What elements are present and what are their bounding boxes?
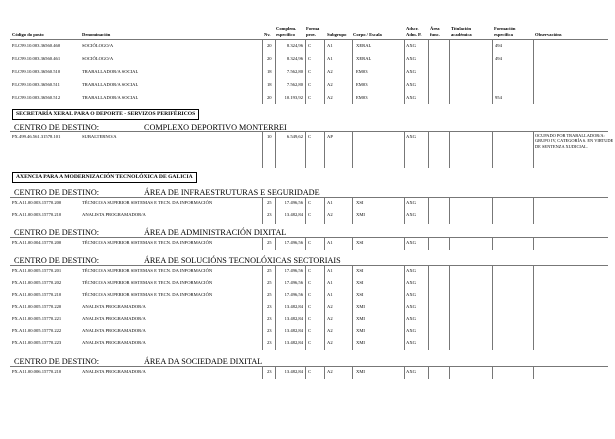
row-forma: C <box>308 292 312 297</box>
row-code: P.LC99.10.003.36560.460 <box>12 43 61 48</box>
column-rule <box>449 132 450 168</box>
row-sub: A2 <box>327 369 333 374</box>
row-code: PX.A11.00.003.15770.210 <box>12 212 62 217</box>
row-comp: 6.549,62 <box>286 134 303 139</box>
column-rule <box>449 367 450 379</box>
row-adscr: AXG <box>406 340 416 345</box>
col-formacion-b: específica <box>494 32 513 37</box>
column-rule <box>262 238 263 250</box>
row-comp: 17.496,56 <box>284 292 303 297</box>
column-rule <box>262 367 263 379</box>
row-name: TÉCNICO/A SUPERIOR SISTEMAS E TECN. DA INFORMACIÓN <box>82 280 213 285</box>
row-nv: 25 <box>267 280 272 285</box>
column-rule <box>428 132 429 168</box>
column-rule <box>533 198 534 224</box>
row-nv: 23 <box>267 328 272 333</box>
section-divider <box>10 197 608 198</box>
row-name: TRABALLADOR/A SOCIAL <box>82 69 139 74</box>
row-forma: C <box>308 56 312 61</box>
row-code: PX.A11.00.005.15770.220 <box>12 304 62 309</box>
row-name: TÉCNICO/A SUPERIOR SISTEMAS E TECN. DA INFORMACIÓN <box>82 200 213 205</box>
row-corpo: XMI <box>356 316 365 321</box>
row-nv: 20 <box>267 43 272 48</box>
col-titulacion-a: Titulación <box>451 26 472 31</box>
row-code: PX.A11.00.005.15770.222 <box>12 328 62 333</box>
column-rule <box>449 266 450 350</box>
row-code: PX.499.46.561.31578.101 <box>12 134 61 139</box>
column-rule <box>404 238 405 250</box>
row-adscr: AXG <box>406 369 416 374</box>
row-sub: A2 <box>327 340 333 345</box>
row-comp: 10.193,92 <box>284 95 303 100</box>
row-sub: A1 <box>327 292 333 297</box>
row-comp: 17.496,56 <box>284 268 303 273</box>
col-complemento-a: Complem. <box>276 26 297 31</box>
row-code: PX.A11.00.005.15770.221 <box>12 316 62 321</box>
centro-label: CENTRO DE DESTINO: <box>14 188 100 197</box>
centro-label: CENTRO DE DESTINO: <box>14 357 100 366</box>
row-nv: 25 <box>267 200 272 205</box>
row-code: PX.A11.00.005.15770.201 <box>12 268 62 273</box>
section-divider <box>10 131 608 132</box>
row-forma: C <box>308 200 312 205</box>
row-comp: 17.496,56 <box>284 240 303 245</box>
row-name: ANALISTA PROGRAMADOR/A <box>82 316 146 321</box>
col-formacion-a: Formación <box>494 26 516 31</box>
section-box-secretaria: SECRETARÍA XERAL PARA O DEPORTE - SERVIZOS PERIFÉRICOS <box>12 109 199 120</box>
row-sub: A1 <box>327 280 333 285</box>
row-forma: C <box>308 43 312 48</box>
row-name: TRABALLADOR/A SOCIAL <box>82 82 139 87</box>
column-rule <box>324 132 325 168</box>
row-nv: 23 <box>267 340 272 345</box>
column-rule <box>492 238 493 250</box>
row-adscr: AXG <box>406 200 416 205</box>
row-code: PX.A11.00.003.15770.200 <box>12 200 62 205</box>
column-rule <box>404 132 405 168</box>
row-corpo: XMI <box>356 212 365 217</box>
row-sub: A1 <box>327 43 333 48</box>
column-rule <box>305 367 306 379</box>
col-codigo: Código do posto <box>12 32 44 37</box>
row-name: ANALISTA PROGRAMADOR/A <box>82 212 146 217</box>
row-comp: 13.482,84 <box>284 212 303 217</box>
row-nv: 18 <box>267 82 272 87</box>
column-rule <box>404 367 405 379</box>
column-rule <box>428 40 429 104</box>
column-rule <box>404 198 405 224</box>
centro-label: CENTRO DE DESTINO: <box>14 228 100 237</box>
row-nv: 25 <box>267 240 272 245</box>
column-rule <box>533 266 534 350</box>
row-sub: A2 <box>327 316 333 321</box>
row-corpo: XERAL <box>356 56 372 61</box>
row-code: P.LC99.10.003.36560.511 <box>12 82 60 87</box>
row-sub: A2 <box>327 212 333 217</box>
row-comp: 17.496,56 <box>284 280 303 285</box>
row-code: PX.A11.00.005.15770.202 <box>12 280 62 285</box>
centro-name-administracion: ÁREA DE ADMINISTRACIÓN DIXITAL <box>144 228 287 237</box>
row-code: P.LC99.10.003.36560.510 <box>12 69 61 74</box>
column-rule <box>449 238 450 250</box>
row-forma: C <box>308 316 312 321</box>
row-name: SOCIÓLOGO/A <box>82 56 114 61</box>
column-rule <box>492 367 493 379</box>
column-rule <box>533 238 534 250</box>
row-sub: A1 <box>327 240 333 245</box>
column-rule <box>449 198 450 224</box>
column-rule <box>305 238 306 250</box>
row-form: 954 <box>495 95 502 100</box>
row-comp: 7.562,80 <box>286 69 303 74</box>
row-adscr: AXG <box>406 95 416 100</box>
col-area-a: Área <box>430 26 440 31</box>
row-comp: 13.482,84 <box>284 316 303 321</box>
column-rule <box>428 238 429 250</box>
row-forma: C <box>308 328 312 333</box>
row-code: PX.A11.00.006.15770.210 <box>12 369 62 374</box>
col-corpo: Corpo / Escala <box>353 32 382 37</box>
column-rule <box>352 367 353 379</box>
row-code: P.LC99.10.003.36560.512 <box>12 95 61 100</box>
row-adscr: AXG <box>406 280 416 285</box>
row-adscr: AXG <box>406 134 416 139</box>
column-rule <box>428 198 429 224</box>
centro-label: CENTRO DE DESTINO: <box>14 256 100 265</box>
column-rule <box>324 238 325 250</box>
column-rule <box>352 266 353 350</box>
centro-label: CENTRO DE DESTINO: <box>14 123 100 132</box>
row-corpo: XMI <box>356 328 365 333</box>
column-rule <box>324 198 325 224</box>
column-rule <box>352 40 353 104</box>
row-code: PX.A11.00.005.15770.223 <box>12 340 62 345</box>
column-rule <box>352 238 353 250</box>
row-forma: C <box>308 268 312 273</box>
row-comp: 8.324,96 <box>286 43 303 48</box>
row-code: PX.A11.00.005.15770.210 <box>12 292 62 297</box>
row-adscr: AXG <box>406 240 416 245</box>
row-forma: C <box>308 280 312 285</box>
section-divider <box>10 366 608 367</box>
col-nivel: Nv. <box>264 32 271 37</box>
col-titulacion-b: académica <box>451 32 472 37</box>
col-subgrupo: Subgrupo <box>327 32 347 37</box>
row-forma: C <box>308 95 312 100</box>
row-forma: C <box>308 134 312 139</box>
column-rule <box>305 40 306 104</box>
row-comp: 7.562,80 <box>286 82 303 87</box>
column-rule <box>352 198 353 224</box>
col-observacions: Observacións <box>535 32 562 37</box>
row-nv: 18 <box>267 69 272 74</box>
row-adscr: AXG <box>406 82 416 87</box>
row-nv: 23 <box>267 316 272 321</box>
row-forma: C <box>308 240 312 245</box>
row-name: TÉCNICO/A SUPERIOR SISTEMAS E TECN. DA INFORMACIÓN <box>82 268 213 273</box>
col-complemento-b: específico <box>276 32 295 37</box>
row-corpo: XMI <box>356 304 365 309</box>
row-forma: C <box>308 369 312 374</box>
row-nv: 20 <box>267 56 272 61</box>
column-rule <box>404 266 405 350</box>
row-forma: C <box>308 304 312 309</box>
col-adscr-a: Adscr. <box>406 26 419 31</box>
row-comp: 8.324,96 <box>286 56 303 61</box>
row-name: TRABALLADOR/A SOCIAL <box>82 95 139 100</box>
row-corpo: XMI <box>356 369 365 374</box>
row-nv: 23 <box>267 212 272 217</box>
column-rule <box>275 198 276 224</box>
row-name: ANALISTA PROGRAMADOR/A <box>82 328 146 333</box>
row-adscr: AXG <box>406 43 416 48</box>
centro-name-infraestruturas: ÁREA DE INFRAESTRUTURAS E SEGURIDADE <box>144 188 320 197</box>
row-corpo: XSI <box>356 240 364 245</box>
row-comp: 13.482,84 <box>284 340 303 345</box>
section-divider <box>10 237 608 238</box>
row-nv: 25 <box>267 292 272 297</box>
row-nv: 20 <box>267 95 272 100</box>
centro-name-solucions: ÁREA DE SOLUCIÓNS TECNOLÓXICAS SECTORIAIS <box>144 256 341 265</box>
row-corpo: XMI <box>356 340 365 345</box>
row-corpo: EM03 <box>356 82 368 87</box>
column-rule <box>275 266 276 350</box>
row-name: ANALISTA PROGRAMADOR/A <box>82 304 146 309</box>
column-rule <box>492 132 493 168</box>
row-forma: C <box>308 69 312 74</box>
column-rule <box>428 266 429 350</box>
row-sub: A2 <box>327 69 333 74</box>
row-adscr: AXG <box>406 328 416 333</box>
row-sub: A2 <box>327 304 333 309</box>
section-divider <box>10 265 608 266</box>
column-rule <box>305 266 306 350</box>
column-rule <box>262 40 263 104</box>
row-comp: 13.482,84 <box>284 304 303 309</box>
row-sub: A1 <box>327 200 333 205</box>
row-corpo: XSI <box>356 280 364 285</box>
column-rule <box>492 198 493 224</box>
row-corpo: XSI <box>356 268 364 273</box>
col-forma-b: prov. <box>306 32 316 37</box>
column-rule <box>492 40 493 104</box>
column-rule <box>449 40 450 104</box>
column-rule <box>352 132 353 168</box>
row-name: TÉCNICO/A SUPERIOR SISTEMAS E TECN. DA INFORMACIÓN <box>82 240 213 245</box>
row-adscr: AXG <box>406 316 416 321</box>
row-adscr: AXG <box>406 56 416 61</box>
centro-name-monterrei: COMPLEXO DEPORTIVO MONTERREI <box>144 123 287 132</box>
row-nv: 25 <box>267 268 272 273</box>
row-corpo: EM03 <box>356 69 368 74</box>
column-rule <box>533 132 534 168</box>
row-corpo: XERAL <box>356 43 372 48</box>
column-rule <box>324 266 325 350</box>
column-rule <box>404 40 405 104</box>
row-sub: A1 <box>327 268 333 273</box>
row-adscr: AXG <box>406 69 416 74</box>
column-rule <box>305 132 306 168</box>
col-denominacion: Denominación <box>82 32 111 37</box>
row-corpo: XSI <box>356 292 364 297</box>
row-adscr: AXG <box>406 304 416 309</box>
col-adscr-b: Adm. P. <box>406 32 422 37</box>
col-forma-a: Forma <box>306 26 320 31</box>
row-sub: A2 <box>327 95 333 100</box>
row-adscr: AXG <box>406 268 416 273</box>
column-rule <box>428 367 429 379</box>
row-nv: 23 <box>267 369 272 374</box>
row-name: ANALISTA PROGRAMADOR/A <box>82 369 146 374</box>
row-forma: C <box>308 340 312 345</box>
row-sub: A2 <box>327 82 333 87</box>
row-corpo: EM03 <box>356 95 368 100</box>
row-corpo: XSI <box>356 200 364 205</box>
column-rule <box>324 367 325 379</box>
column-rule <box>533 40 534 104</box>
row-adscr: AXG <box>406 212 416 217</box>
column-rule <box>262 198 263 224</box>
row-name: ANALISTA PROGRAMADOR/A <box>82 340 146 345</box>
row-forma: C <box>308 212 312 217</box>
column-rule <box>305 198 306 224</box>
row-comp: 17.496,56 <box>284 200 303 205</box>
row-sub: A1 <box>327 56 333 61</box>
row-form: 494 <box>495 43 502 48</box>
row-sub: A2 <box>327 328 333 333</box>
column-rule <box>262 132 263 168</box>
row-nv: 10 <box>267 134 272 139</box>
row-form: 494 <box>495 56 502 61</box>
column-rule <box>275 238 276 250</box>
row-name: SUBALTERNO/A <box>82 134 117 139</box>
column-rule <box>324 40 325 104</box>
column-rule <box>533 367 534 379</box>
col-area-b: func. <box>430 32 440 37</box>
row-comp: 13.482,84 <box>284 328 303 333</box>
row-comp: 13.482,84 <box>284 369 303 374</box>
column-rule <box>262 266 263 350</box>
row-sub: AP <box>327 134 333 139</box>
column-rule <box>492 266 493 350</box>
row-forma: C <box>308 82 312 87</box>
row-adscr: AXG <box>406 292 416 297</box>
row-nv: 23 <box>267 304 272 309</box>
column-rule <box>275 367 276 379</box>
header-divider <box>10 39 608 40</box>
row-code: PX.A11.00.004.15770.200 <box>12 240 62 245</box>
row-name: TÉCNICO/A SUPERIOR SISTEMAS E TECN. DA INFORMACIÓN <box>82 292 213 297</box>
row-code: P.LC99.10.003.36560.461 <box>12 56 61 61</box>
row-name: SOCIÓLOGO/A <box>82 43 114 48</box>
row-observacions: OCUPADO POR TRABALLADOR/A: GRUPO IV, CATEGORÍA 6. EN VIRTUDE DE SENTENZA XUDICIAL. <box>535 133 614 149</box>
centro-name-sociedade: ÁREA DA SOCIEDADE DIXITAL <box>144 357 263 366</box>
section-box-axencia: AXENCIA PARA A MODERNIZACIÓN TECNOLÓXICA DE GALICIA <box>12 172 197 183</box>
